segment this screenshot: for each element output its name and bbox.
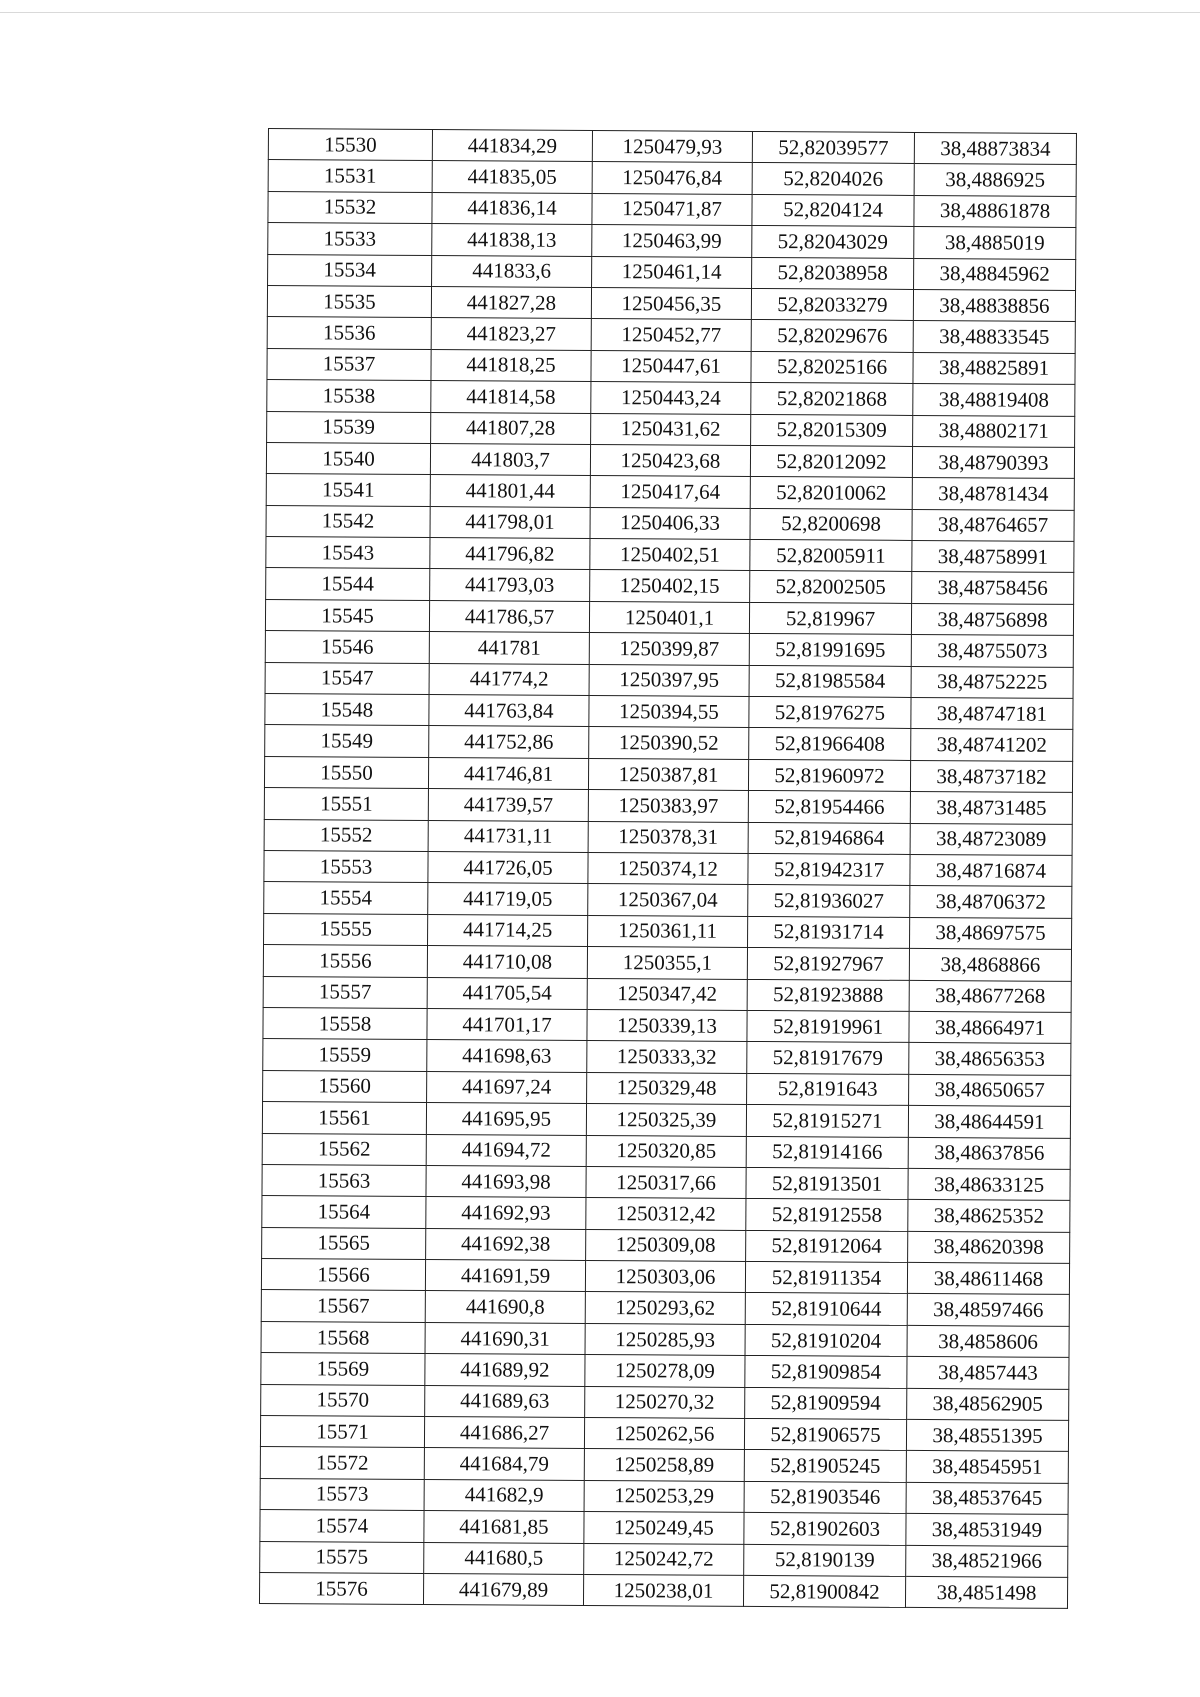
- point-number-cell: 15569: [261, 1353, 425, 1385]
- y-coordinate-cell: 1250378,31: [588, 821, 748, 853]
- y-coordinate-cell: 1250443,24: [591, 382, 751, 414]
- x-coordinate-cell: 441692,93: [426, 1197, 586, 1229]
- x-coordinate-cell: 441818,25: [431, 349, 591, 381]
- y-coordinate-cell: 1250447,61: [591, 350, 751, 382]
- y-coordinate-cell: 1250374,12: [588, 852, 748, 884]
- point-number-cell: 15573: [260, 1478, 424, 1510]
- point-number-cell: 15537: [267, 348, 431, 380]
- table-row: [261, 1290, 1069, 1326]
- point-number-cell: 15549: [265, 725, 429, 757]
- longitude-cell: 38,48833545: [913, 321, 1075, 353]
- table-row: [262, 1164, 1070, 1200]
- point-number-cell: 15554: [264, 882, 428, 914]
- y-coordinate-cell: 1250312,42: [586, 1198, 746, 1230]
- longitude-cell: 38,48845962: [914, 258, 1076, 290]
- table-row: [262, 1196, 1070, 1232]
- y-coordinate-cell: 1250249,45: [584, 1512, 744, 1544]
- table-row: [266, 568, 1074, 604]
- y-coordinate-cell: 1250461,14: [592, 256, 752, 288]
- point-number-cell: 15570: [261, 1384, 425, 1416]
- x-coordinate-cell: 441693,98: [426, 1165, 586, 1197]
- table-row: [260, 1510, 1068, 1546]
- latitude-cell: 52,81960972: [748, 759, 910, 791]
- longitude-cell: 38,48756898: [911, 603, 1073, 635]
- point-number-cell: 15562: [262, 1133, 426, 1165]
- x-coordinate-cell: 441719,05: [428, 883, 588, 915]
- latitude-cell: 52,81991695: [749, 634, 911, 666]
- point-number-cell: 15550: [264, 756, 428, 788]
- longitude-cell: 38,48537645: [906, 1482, 1068, 1514]
- table-row: [266, 505, 1074, 541]
- table-row: [264, 788, 1072, 824]
- latitude-cell: 52,82033279: [751, 288, 913, 320]
- y-coordinate-cell: 1250394,55: [589, 696, 749, 728]
- latitude-cell: 52,82005911: [750, 540, 912, 572]
- latitude-cell: 52,81946864: [748, 822, 910, 854]
- table-row: [259, 1572, 1067, 1608]
- y-coordinate-cell: 1250431,62: [591, 413, 751, 445]
- latitude-cell: 52,81914166: [746, 1136, 908, 1168]
- longitude-cell: 38,48625352: [908, 1200, 1070, 1232]
- y-coordinate-cell: 1250476,84: [592, 162, 752, 194]
- y-coordinate-cell: 1250258,89: [584, 1449, 744, 1481]
- x-coordinate-cell: 441684,79: [424, 1448, 584, 1480]
- table-row: [263, 1007, 1071, 1043]
- table-row: [267, 317, 1075, 353]
- longitude-cell: 38,48755073: [911, 635, 1073, 667]
- table-row: [260, 1478, 1068, 1514]
- point-number-cell: 15530: [268, 129, 432, 161]
- table-row: [265, 725, 1073, 761]
- table-row: [264, 882, 1072, 918]
- latitude-cell: 52,82029676: [751, 320, 913, 352]
- coordinates-table-body: [259, 129, 1076, 1609]
- longitude-cell: 38,48802171: [913, 415, 1075, 447]
- y-coordinate-cell: 1250471,87: [592, 193, 752, 225]
- point-number-cell: 15536: [267, 317, 431, 349]
- latitude-cell: 52,82021868: [751, 383, 913, 415]
- latitude-cell: 52,82002505: [750, 571, 912, 603]
- longitude-cell: 38,48664971: [909, 1011, 1071, 1043]
- table-row: [265, 694, 1073, 730]
- point-number-cell: 15571: [260, 1415, 424, 1447]
- table-row: [264, 819, 1072, 855]
- table-row: [267, 285, 1075, 321]
- table-row: [261, 1321, 1069, 1357]
- x-coordinate-cell: 441679,89: [423, 1573, 583, 1605]
- table-row: [268, 191, 1076, 227]
- x-coordinate-cell: 441680,5: [424, 1542, 584, 1574]
- x-coordinate-cell: 441781: [429, 632, 589, 664]
- x-coordinate-cell: 441796,82: [430, 538, 590, 570]
- x-coordinate-cell: 441695,95: [426, 1103, 586, 1135]
- y-coordinate-cell: 1250383,97: [588, 790, 748, 822]
- x-coordinate-cell: 441801,44: [430, 475, 590, 507]
- latitude-cell: 52,81985584: [749, 665, 911, 697]
- point-number-cell: 15575: [260, 1541, 424, 1573]
- longitude-cell: 38,48758991: [912, 541, 1074, 573]
- x-coordinate-cell: 441690,31: [425, 1322, 585, 1354]
- x-coordinate-cell: 441752,86: [429, 726, 589, 758]
- x-coordinate-cell: 441803,7: [430, 443, 590, 475]
- latitude-cell: 52,8204124: [752, 194, 914, 226]
- x-coordinate-cell: 441823,27: [431, 318, 591, 350]
- y-coordinate-cell: 1250361,11: [588, 915, 748, 947]
- latitude-cell: 52,82038958: [752, 257, 914, 289]
- point-number-cell: 15560: [263, 1070, 427, 1102]
- x-coordinate-cell: 441763,84: [429, 695, 589, 727]
- table-row: [268, 160, 1076, 196]
- latitude-cell: 52,81966408: [749, 728, 911, 760]
- y-coordinate-cell: 1250456,35: [591, 287, 751, 319]
- latitude-cell: 52,81906575: [744, 1418, 906, 1450]
- longitude-cell: 38,4857443: [907, 1357, 1069, 1389]
- point-number-cell: 15546: [265, 631, 429, 663]
- table-row: [266, 442, 1074, 478]
- longitude-cell: 38,4885019: [914, 227, 1076, 259]
- longitude-cell: 38,48838856: [913, 289, 1075, 321]
- point-number-cell: 15568: [261, 1321, 425, 1353]
- x-coordinate-cell: 441682,9: [424, 1479, 584, 1511]
- point-number-cell: 15572: [260, 1447, 424, 1479]
- table-row: [262, 1227, 1070, 1263]
- longitude-cell: 38,48697575: [909, 917, 1071, 949]
- longitude-cell: 38,48562905: [907, 1388, 1069, 1420]
- x-coordinate-cell: 441681,85: [424, 1511, 584, 1543]
- table-row: [264, 913, 1072, 949]
- table-row: [263, 1039, 1071, 1075]
- x-coordinate-cell: 441710,08: [427, 946, 587, 978]
- table-row: [267, 348, 1075, 384]
- longitude-cell: 38,48861878: [914, 195, 1076, 227]
- point-number-cell: 15566: [261, 1259, 425, 1291]
- longitude-cell: 38,48656353: [909, 1043, 1071, 1075]
- y-coordinate-cell: 1250325,39: [586, 1104, 746, 1136]
- table-row: [263, 1070, 1071, 1106]
- longitude-cell: 38,48611468: [907, 1262, 1069, 1294]
- point-number-cell: 15545: [265, 599, 429, 631]
- longitude-cell: 38,48650657: [909, 1074, 1071, 1106]
- point-number-cell: 15553: [264, 850, 428, 882]
- latitude-cell: 52,81931714: [748, 916, 910, 948]
- y-coordinate-cell: 1250293,62: [585, 1292, 745, 1324]
- longitude-cell: 38,4868866: [909, 949, 1071, 981]
- y-coordinate-cell: 1250401,1: [589, 601, 749, 633]
- x-coordinate-cell: 441786,57: [429, 600, 589, 632]
- latitude-cell: 52,81909594: [745, 1387, 907, 1419]
- x-coordinate-cell: 441833,6: [432, 255, 592, 287]
- y-coordinate-cell: 1250333,32: [587, 1041, 747, 1073]
- x-coordinate-cell: 441774,2: [429, 663, 589, 695]
- table-row: [266, 537, 1074, 573]
- longitude-cell: 38,48731485: [910, 792, 1072, 824]
- latitude-cell: 52,81910204: [745, 1324, 907, 1356]
- y-coordinate-cell: 1250303,06: [585, 1261, 745, 1293]
- point-number-cell: 15533: [268, 223, 432, 255]
- latitude-cell: 52,81915271: [746, 1105, 908, 1137]
- longitude-cell: 38,48758456: [912, 572, 1074, 604]
- table-row: [263, 976, 1071, 1012]
- table-row: [265, 662, 1073, 698]
- point-number-cell: 15544: [266, 568, 430, 600]
- table-row: [263, 945, 1071, 981]
- point-number-cell: 15576: [259, 1572, 423, 1604]
- point-number-cell: 15534: [268, 254, 432, 286]
- coordinates-table-container: [259, 128, 1076, 1609]
- latitude-cell: 52,82039577: [752, 131, 914, 163]
- x-coordinate-cell: 441698,63: [427, 1040, 587, 1072]
- table-row: [261, 1259, 1069, 1295]
- x-coordinate-cell: 441689,63: [425, 1385, 585, 1417]
- x-coordinate-cell: 441814,58: [431, 381, 591, 413]
- x-coordinate-cell: 441834,29: [432, 130, 592, 162]
- longitude-cell: 38,48873834: [914, 132, 1076, 164]
- latitude-cell: 52,81909854: [745, 1356, 907, 1388]
- table-row: [261, 1384, 1069, 1420]
- latitude-cell: 52,81900842: [743, 1575, 905, 1607]
- table-row: [265, 599, 1073, 635]
- longitude-cell: 38,4851498: [905, 1576, 1067, 1608]
- latitude-cell: 52,8204026: [752, 163, 914, 195]
- latitude-cell: 52,81923888: [747, 979, 909, 1011]
- y-coordinate-cell: 1250479,93: [592, 130, 752, 162]
- x-coordinate-cell: 441836,14: [432, 192, 592, 224]
- latitude-cell: 52,82025166: [751, 351, 913, 383]
- longitude-cell: 38,48819408: [913, 384, 1075, 416]
- longitude-cell: 38,48764657: [912, 509, 1074, 541]
- table-row: [260, 1541, 1068, 1577]
- table-row: [264, 850, 1072, 886]
- point-number-cell: 15556: [263, 945, 427, 977]
- x-coordinate-cell: 441746,81: [428, 757, 588, 789]
- x-coordinate-cell: 441827,28: [431, 286, 591, 318]
- latitude-cell: 52,82010062: [750, 477, 912, 509]
- point-number-cell: 15558: [263, 1007, 427, 1039]
- longitude-cell: 38,48545951: [906, 1451, 1068, 1483]
- table-row: [260, 1415, 1068, 1451]
- table-row: [266, 474, 1074, 510]
- latitude-cell: 52,81912558: [746, 1199, 908, 1231]
- longitude-cell: 38,48706372: [910, 886, 1072, 918]
- latitude-cell: 52,81936027: [748, 885, 910, 917]
- point-number-cell: 15574: [260, 1510, 424, 1542]
- table-row: [260, 1447, 1068, 1483]
- latitude-cell: 52,819967: [749, 602, 911, 634]
- point-number-cell: 15540: [266, 442, 430, 474]
- y-coordinate-cell: 1250262,56: [584, 1417, 744, 1449]
- y-coordinate-cell: 1250423,68: [590, 444, 750, 476]
- latitude-cell: 52,81913501: [746, 1167, 908, 1199]
- table-row: [265, 631, 1073, 667]
- longitude-cell: 38,48551395: [906, 1419, 1068, 1451]
- longitude-cell: 38,48747181: [911, 697, 1073, 729]
- latitude-cell: 52,82043029: [752, 226, 914, 258]
- y-coordinate-cell: 1250402,15: [590, 570, 750, 602]
- point-number-cell: 15543: [266, 537, 430, 569]
- table-row: [262, 1133, 1070, 1169]
- point-number-cell: 15552: [264, 819, 428, 851]
- longitude-cell: 38,4858606: [907, 1325, 1069, 1357]
- latitude-cell: 52,81927967: [747, 948, 909, 980]
- point-number-cell: 15532: [268, 191, 432, 223]
- point-number-cell: 15548: [265, 694, 429, 726]
- table-row: [262, 1102, 1070, 1138]
- y-coordinate-cell: 1250329,48: [587, 1072, 747, 1104]
- point-number-cell: 15551: [264, 788, 428, 820]
- longitude-cell: 38,48531949: [906, 1514, 1068, 1546]
- point-number-cell: 15563: [262, 1164, 426, 1196]
- longitude-cell: 38,48737182: [910, 760, 1072, 792]
- latitude-cell: 52,81911354: [745, 1262, 907, 1294]
- latitude-cell: 52,82012092: [750, 445, 912, 477]
- y-coordinate-cell: 1250270,32: [585, 1386, 745, 1418]
- y-coordinate-cell: 1250339,13: [587, 1009, 747, 1041]
- longitude-cell: 38,48597466: [907, 1294, 1069, 1326]
- x-coordinate-cell: 441731,11: [428, 820, 588, 852]
- y-coordinate-cell: 1250417,64: [590, 476, 750, 508]
- longitude-cell: 38,48752225: [911, 666, 1073, 698]
- table-row: [264, 756, 1072, 792]
- point-number-cell: 15567: [261, 1290, 425, 1322]
- point-number-cell: 15535: [267, 285, 431, 317]
- point-number-cell: 15539: [267, 411, 431, 443]
- y-coordinate-cell: 1250285,93: [585, 1323, 745, 1355]
- longitude-cell: 38,4886925: [914, 164, 1076, 196]
- latitude-cell: 52,81917679: [747, 1042, 909, 1074]
- x-coordinate-cell: 441739,57: [428, 789, 588, 821]
- coordinates-table: [259, 128, 1077, 1609]
- latitude-cell: 52,81919961: [747, 1010, 909, 1042]
- y-coordinate-cell: 1250397,95: [589, 664, 749, 696]
- x-coordinate-cell: 441793,03: [430, 569, 590, 601]
- y-coordinate-cell: 1250238,01: [583, 1574, 743, 1606]
- longitude-cell: 38,48521966: [906, 1545, 1068, 1577]
- y-coordinate-cell: 1250402,51: [590, 539, 750, 571]
- x-coordinate-cell: 441691,59: [425, 1260, 585, 1292]
- latitude-cell: 52,8191643: [747, 1073, 909, 1105]
- y-coordinate-cell: 1250242,72: [584, 1543, 744, 1575]
- point-number-cell: 15565: [262, 1227, 426, 1259]
- table-row: [267, 380, 1075, 416]
- x-coordinate-cell: 441701,17: [427, 1008, 587, 1040]
- latitude-cell: 52,81912064: [746, 1230, 908, 1262]
- latitude-cell: 52,81954466: [748, 791, 910, 823]
- point-number-cell: 15559: [263, 1039, 427, 1071]
- point-number-cell: 15555: [264, 913, 428, 945]
- y-coordinate-cell: 1250367,04: [588, 884, 748, 916]
- longitude-cell: 38,48723089: [910, 823, 1072, 855]
- x-coordinate-cell: 441689,92: [425, 1354, 585, 1386]
- y-coordinate-cell: 1250309,08: [586, 1229, 746, 1261]
- x-coordinate-cell: 441694,72: [426, 1134, 586, 1166]
- x-coordinate-cell: 441690,8: [425, 1291, 585, 1323]
- latitude-cell: 52,8200698: [750, 508, 912, 540]
- y-coordinate-cell: 1250278,09: [585, 1355, 745, 1387]
- y-coordinate-cell: 1250355,1: [587, 947, 747, 979]
- y-coordinate-cell: 1250390,52: [589, 727, 749, 759]
- y-coordinate-cell: 1250406,33: [590, 507, 750, 539]
- latitude-cell: 52,8190139: [744, 1544, 906, 1576]
- y-coordinate-cell: 1250320,85: [586, 1135, 746, 1167]
- point-number-cell: 15538: [267, 380, 431, 412]
- longitude-cell: 38,48825891: [913, 352, 1075, 384]
- latitude-cell: 52,81910644: [745, 1293, 907, 1325]
- x-coordinate-cell: 441807,28: [431, 412, 591, 444]
- y-coordinate-cell: 1250317,66: [586, 1166, 746, 1198]
- y-coordinate-cell: 1250347,42: [587, 978, 747, 1010]
- longitude-cell: 38,48620398: [908, 1231, 1070, 1263]
- latitude-cell: 52,81942317: [748, 853, 910, 885]
- latitude-cell: 52,82015309: [751, 414, 913, 446]
- point-number-cell: 15542: [266, 505, 430, 537]
- y-coordinate-cell: 1250463,99: [592, 225, 752, 257]
- latitude-cell: 52,81976275: [749, 696, 911, 728]
- longitude-cell: 38,48781434: [912, 478, 1074, 510]
- x-coordinate-cell: 441835,05: [432, 161, 592, 193]
- x-coordinate-cell: 441798,01: [430, 506, 590, 538]
- x-coordinate-cell: 441692,38: [426, 1228, 586, 1260]
- point-number-cell: 15531: [268, 160, 432, 192]
- y-coordinate-cell: 1250387,81: [588, 758, 748, 790]
- longitude-cell: 38,48677268: [909, 980, 1071, 1012]
- longitude-cell: 38,48637856: [908, 1137, 1070, 1169]
- x-coordinate-cell: 441726,05: [428, 851, 588, 883]
- latitude-cell: 52,81903546: [744, 1481, 906, 1513]
- longitude-cell: 38,48644591: [908, 1106, 1070, 1138]
- table-row: [268, 129, 1076, 165]
- table-row: [267, 411, 1075, 447]
- longitude-cell: 38,48633125: [908, 1168, 1070, 1200]
- point-number-cell: 15561: [262, 1102, 426, 1134]
- y-coordinate-cell: 1250452,77: [591, 319, 751, 351]
- x-coordinate-cell: 441714,25: [428, 914, 588, 946]
- longitude-cell: 38,48790393: [912, 446, 1074, 478]
- point-number-cell: 15541: [266, 474, 430, 506]
- latitude-cell: 52,81905245: [744, 1450, 906, 1482]
- y-coordinate-cell: 1250399,87: [589, 633, 749, 665]
- x-coordinate-cell: 441705,54: [427, 977, 587, 1009]
- point-number-cell: 15564: [262, 1196, 426, 1228]
- longitude-cell: 38,48716874: [910, 854, 1072, 886]
- latitude-cell: 52,81902603: [744, 1513, 906, 1545]
- point-number-cell: 15557: [263, 976, 427, 1008]
- table-row: [268, 223, 1076, 259]
- point-number-cell: 15547: [265, 662, 429, 694]
- x-coordinate-cell: 441686,27: [424, 1416, 584, 1448]
- scan-top-edge: [0, 12, 1200, 13]
- y-coordinate-cell: 1250253,29: [584, 1480, 744, 1512]
- longitude-cell: 38,48741202: [911, 729, 1073, 761]
- x-coordinate-cell: 441838,13: [432, 224, 592, 256]
- table-row: [268, 254, 1076, 290]
- table-row: [261, 1353, 1069, 1389]
- x-coordinate-cell: 441697,24: [427, 1071, 587, 1103]
